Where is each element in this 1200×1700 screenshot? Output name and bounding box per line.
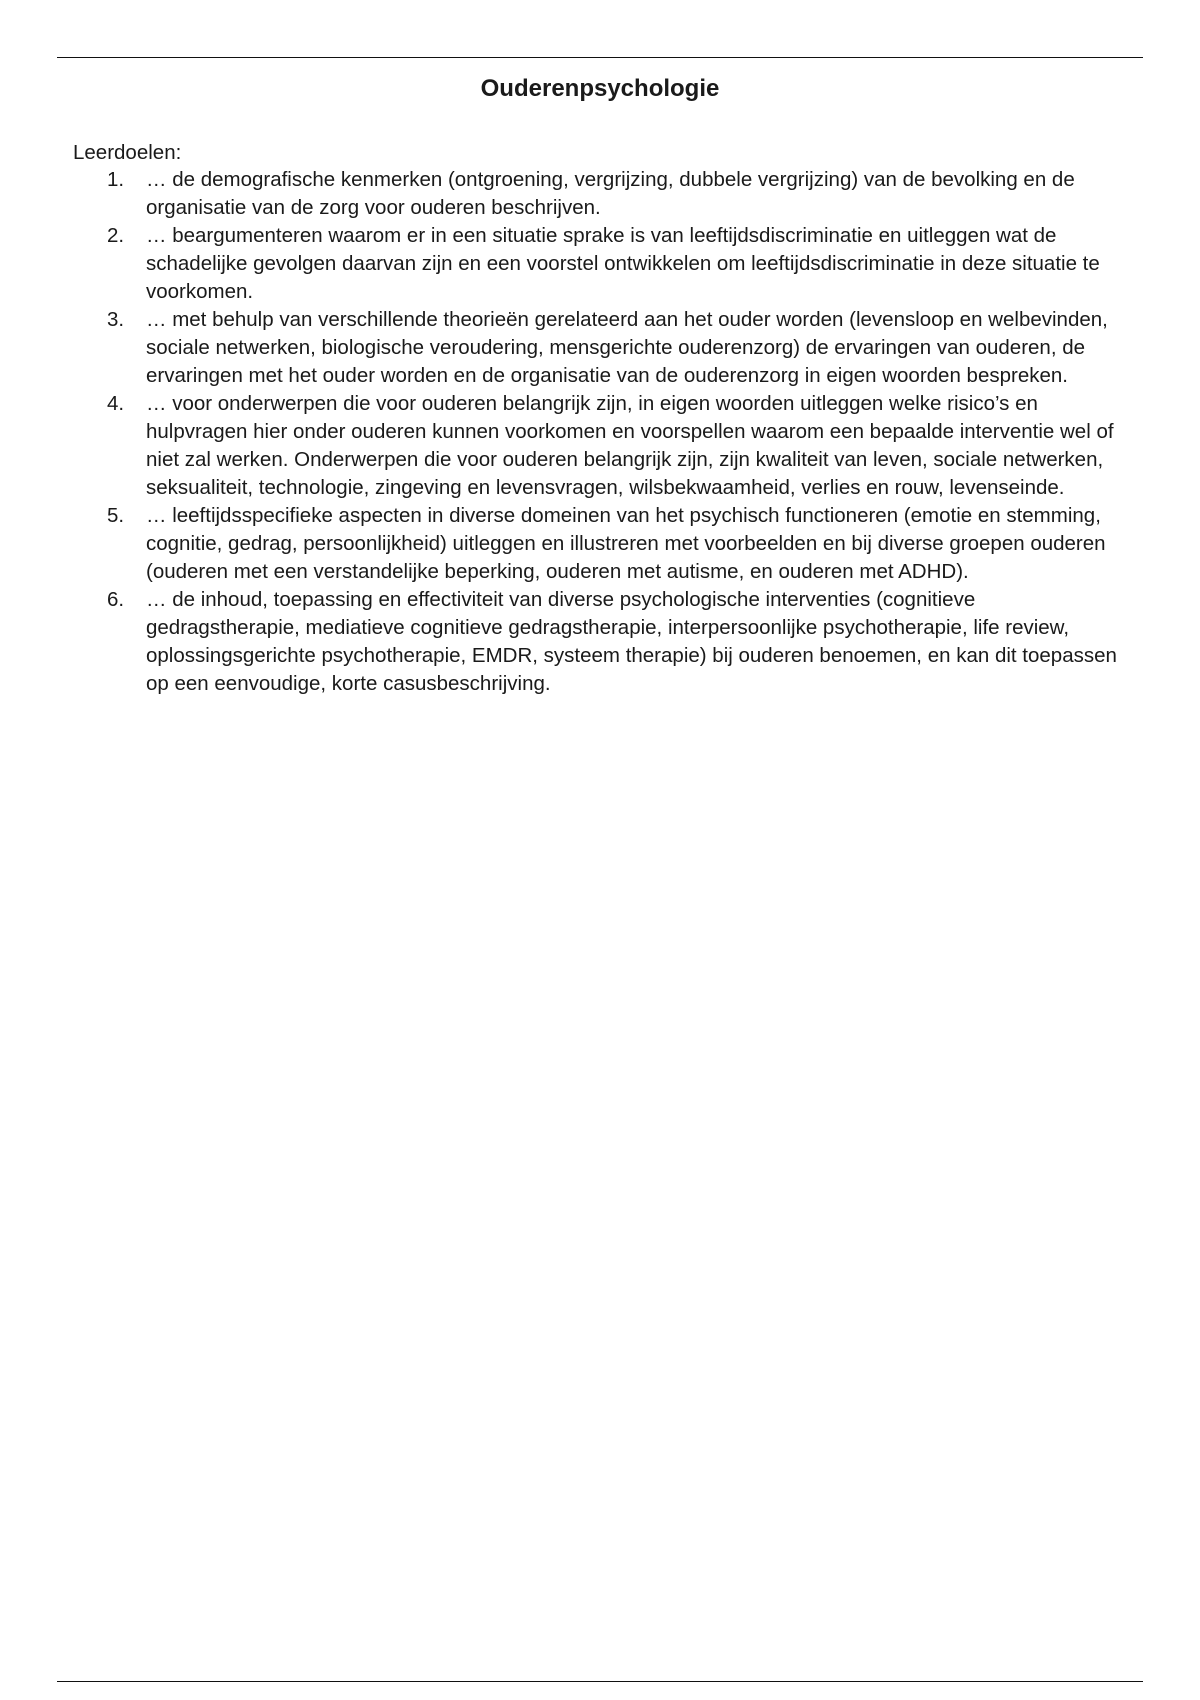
learning-goal-5 bbox=[73, 502, 1133, 586]
learning-goal-3 bbox=[73, 306, 1133, 390]
learning-goals-label: Leerdoelen: bbox=[73, 141, 182, 164]
learning-goal-number: 2. bbox=[107, 224, 125, 247]
learning-goal-number: 1. bbox=[107, 168, 125, 191]
learning-goal-text: … beargumenteren waarom er in een situatie sprake is van leeftijdsdiscriminatie en uitleggen wat de schadelijke gevolgen daarvan zijn en een voorstel ontwikkelen om leeftijdsdiscriminatie in deze situatie te voorkomen. bbox=[146, 224, 1100, 303]
learning-goal-number: 4. bbox=[107, 392, 125, 415]
top-rule bbox=[57, 57, 1143, 58]
learning-goal-text: … de inhoud, toepassing en effectiviteit van diverse psychologische interventies (cognitieve gedragstherapie, mediatieve cognitieve gedragstherapie, interpersoonlijke psychotherapie, life review, oplossingsgerichte psychotherapie, EMDR, systeem therapie) bij ouderen benoemen, en kan dit toepassen op een eenvoudige, korte casusbeschrijving. bbox=[146, 588, 1117, 695]
learning-goal-1 bbox=[73, 166, 1133, 222]
learning-goal-text: … leeftijdsspecifieke aspecten in diverse domeinen van het psychisch functioneren (emotie en stemming, cognitie, gedrag, persoonlijkheid) uitleggen en illustreren met voorbeelden en bij diverse groepen ouderen (ouderen met een verstandelijke beperking, ouderen met autisme, en ouderen met ADHD). bbox=[146, 504, 1106, 583]
learning-goal-number: 3. bbox=[107, 308, 125, 331]
learning-goal-text: … met behulp van verschillende theorieën gerelateerd aan het ouder worden (levensloop en welbevinden, sociale netwerken, biologische veroudering, mensgerichte ouderenzorg) de ervaringen van ouderen, de ervaringen met het ouder worden en de organisatie van de ouderenzorg in eigen woorden bespreken. bbox=[146, 308, 1108, 387]
learning-goal-6 bbox=[73, 586, 1133, 698]
learning-goals-list bbox=[73, 166, 1133, 698]
learning-goal-text: … voor onderwerpen die voor ouderen belangrijk zijn, in eigen woorden uitleggen welke risico’s en hulpvragen hier onder ouderen kunnen voorkomen en voorspellen waarom een bepaalde interventie wel of niet zal werken. Onderwerpen die voor ouderen belangrijk zijn, zijn kwaliteit van leven, sociale netwerken, seksualiteit, technologie, zingeving en levensvragen, wilsbekwaamheid, verlies en rouw, levenseinde. bbox=[146, 392, 1114, 499]
learning-goal-number: 6. bbox=[107, 588, 125, 611]
bottom-rule bbox=[57, 1681, 1143, 1682]
learning-goal-4 bbox=[73, 390, 1133, 502]
learning-goal-text: … de demografische kenmerken (ontgroening, vergrijzing, dubbele vergrijzing) van de bevolking en de organisatie van de zorg voor ouderen beschrijven. bbox=[146, 168, 1075, 219]
learning-goal-number: 5. bbox=[107, 504, 125, 527]
page-title: Ouderenpsychologie bbox=[480, 75, 720, 102]
learning-goal-2 bbox=[73, 222, 1133, 306]
